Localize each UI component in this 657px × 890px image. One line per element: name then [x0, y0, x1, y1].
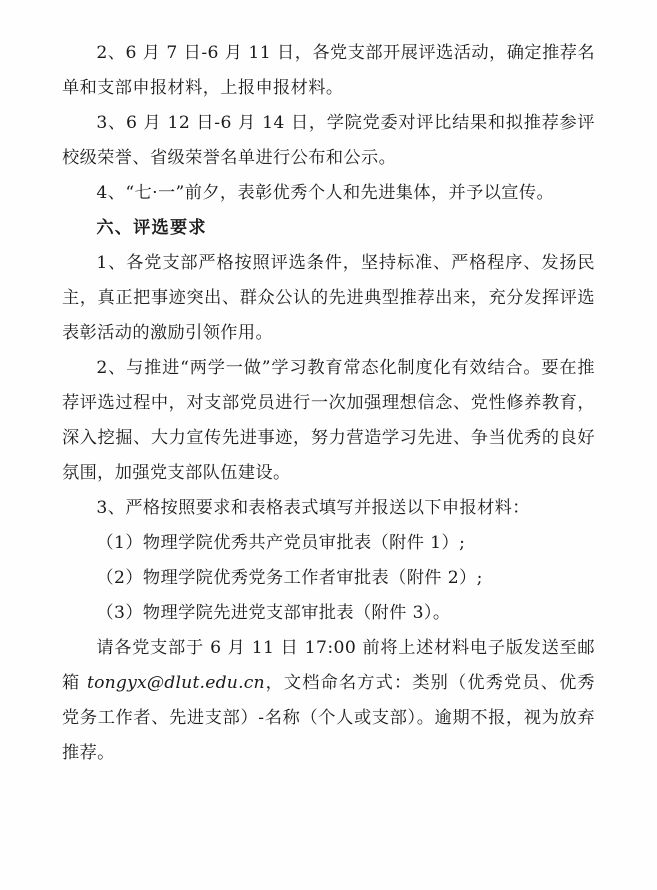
contact-email: tongyx@dlut.edu.cn: [86, 673, 265, 693]
document-body: [62, 36, 595, 771]
paragraph-item-2: 2、6 月 7 日-6 月 11 日，各党支部开展评选活动，确定推荐名单和支部申报材料，上报申报材料。: [62, 43, 595, 98]
material-item-3: （3）物理学院先进党支部审批表（附件 3）。: [96, 603, 451, 623]
requirement-item-1: 1、各党支部严格按照评选条件，坚持标准、严格程序、发扬民主，真正把事迹突出、群众公认的先进典型推荐出来，充分发挥评选表彰活动的激励引领作用。: [62, 253, 595, 343]
requirement-item-3: 3、严格按照要求和表格表式填写并报送以下申报材料：: [96, 498, 530, 518]
material-item-1: （1）物理学院优秀共产党员审批表（附件 1）;: [96, 533, 466, 553]
section-heading-six: 六、评选要求: [96, 218, 207, 238]
material-item-2: （2）物理学院优秀党务工作者审批表（附件 2）;: [96, 568, 483, 588]
closing-paragraph: [62, 631, 595, 771]
closing-lead-text: 请各党支部于 6 月 11 日 17:00 前将上述材料电子版发送至邮箱: [62, 638, 595, 693]
paragraph-item-4: 4、“七·一”前夕，表彰优秀个人和先进集体，并予以宣传。: [96, 183, 555, 203]
requirement-item-2: 2、与推进“两学一做”学习教育常态化制度化有效结合。要在推荐评选过程中，对支部党员进行一次加强理想信念、党性修养教育，深入挖掘、大力宣传先进事迹，努力营造学习先进、争当优秀的良好氛围，加强党支部队伍建设。: [62, 358, 595, 483]
paragraph-item-3: 3、6 月 12 日-6 月 14 日，学院党委对评比结果和拟推荐参评校级荣誉、省级荣誉名单进行公布和公示。: [62, 113, 595, 168]
closing-tail-text: ，文档命名方式：类别（优秀党员、优秀党务工作者、先进支部）-名称（个人或支部）。逾期不报，视为放弃推荐。: [62, 673, 596, 763]
